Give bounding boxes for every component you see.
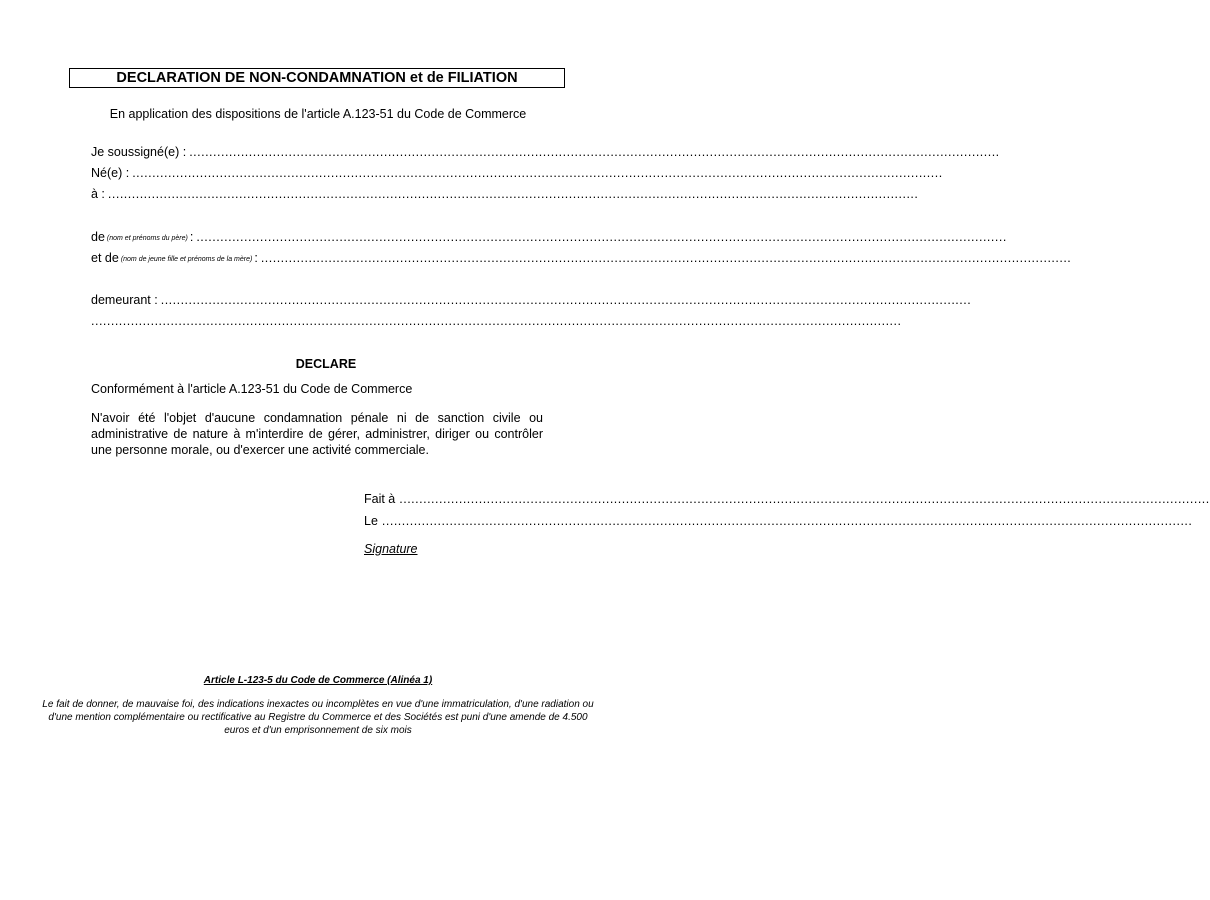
fait-a-label: Fait à [364,492,396,506]
soussigne-label: Je soussigné(e) : [91,145,187,159]
demeurant-line-2 [91,312,902,328]
document-title: DECLARATION DE NON-CONDAMNATION et de FILIATION [69,68,565,88]
declaration-text: N'avoir été l'objet d'aucune condamnation pénale ni de sanction civile ou administrative de nature à m'interdire de gérer, administrer, diriger ou contrôler une personne morale, ou d'exercer une activité commerciale. [91,411,543,457]
soussigne-dotted-field[interactable]: ............................................................................................................................................................................................................ [189,145,1000,159]
mere-note: (nom de jeune fille et prénoms de la mère) [120,256,253,263]
demeurant-dotted-field[interactable]: ............................................................................................................................................................................................................ [160,293,972,307]
ne-line [91,164,943,180]
mere-colon: : [254,251,258,265]
ne-dotted-field[interactable]: ............................................................................................................................................................................................................ [132,166,943,180]
mere-label: et de [91,251,119,265]
document-subtitle: En application des dispositions de l'article A.123-51 du Code de Commerce [109,107,527,121]
signature-label: Signature [364,542,418,556]
soussigne-line [91,143,1000,159]
demeurant-label: demeurant : [91,293,158,307]
lieu-naissance-line [91,185,919,201]
demeurant-dotted-field-2[interactable]: ............................................................................................................................................................................................................ [91,314,902,328]
date-line [364,512,1193,528]
pere-colon: : [189,230,194,244]
article-title: Article L-123-5 du Code de Commerce (Alinéa 1) [203,675,433,686]
pere-note: (nom et prénoms du père) [106,235,188,242]
ne-label: Né(e) : [91,166,130,180]
lieu-naissance-dotted-field[interactable]: ............................................................................................................................................................................................................ [107,187,919,201]
pere-line [91,228,1007,244]
declare-heading: DECLARE [295,357,357,371]
pere-label: de [91,230,105,244]
pere-dotted-field[interactable]: ............................................................................................................................................................................................................ [196,230,1007,244]
mere-line [91,249,1072,265]
date-label: Le [364,514,378,528]
date-dotted-field[interactable]: ............................................................................................................................................................................................................ [381,514,1193,528]
mere-dotted-field[interactable]: ............................................................................................................................................................................................................ [260,251,1072,265]
fait-a-dotted-field[interactable]: ............................................................................................................................................................................................................ [399,492,1210,506]
fait-a-line [364,490,1210,506]
article-text: Le fait de donner, de mauvaise foi, des indications inexactes ou incomplètes en vue d'une immatriculation, d'une radiation ou d'une mention complémentaire ou rectificative au Registre du Commerce et des Sociétés est puni d'une amende de 4.500 euros et d'un emprisonnement de six mois [42,699,594,736]
conformement-text: Conformément à l'article A.123-51 du Code de Commerce [91,382,413,396]
lieu-naissance-label: à : [91,187,105,201]
demeurant-line [91,291,972,307]
